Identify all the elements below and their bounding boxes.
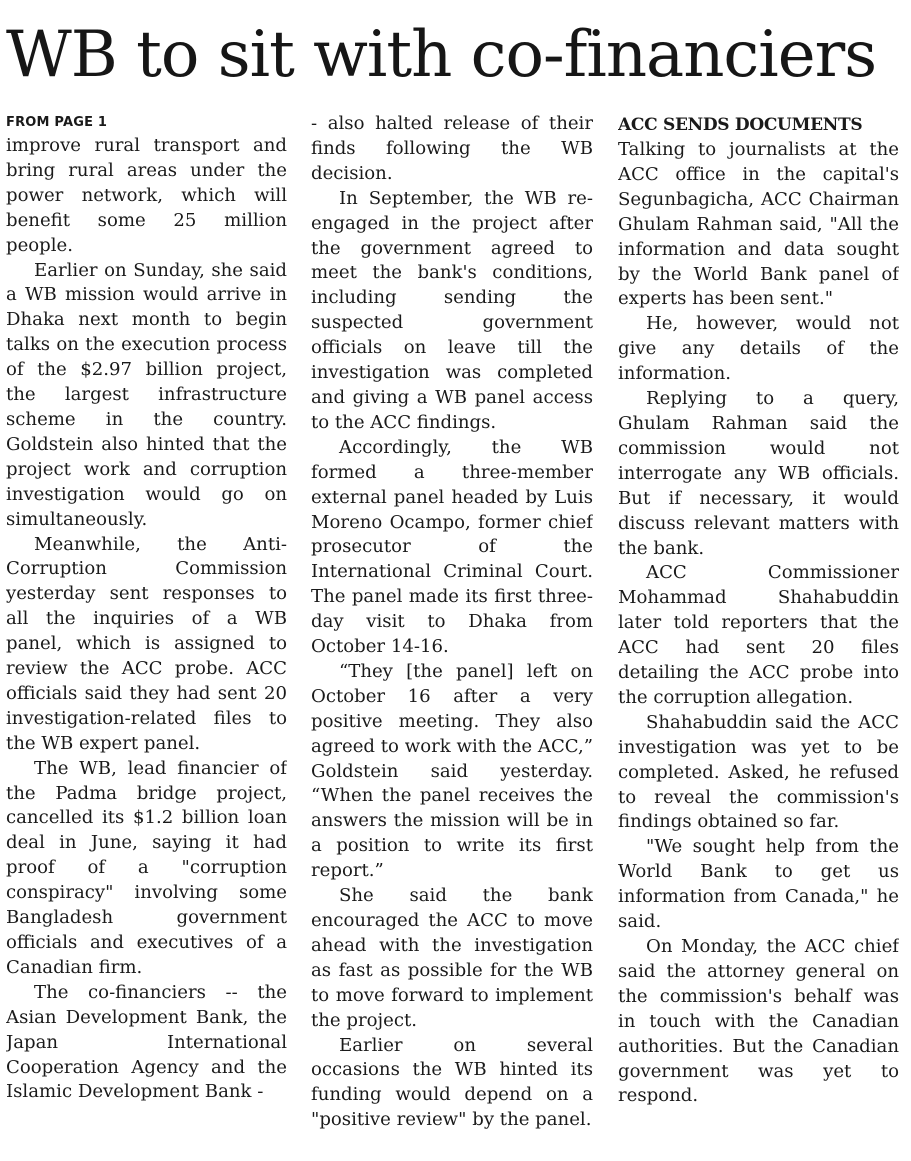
from-page-kicker: FROM PAGE 1: [6, 115, 108, 130]
article-paragraph: She said the bank encouraged the ACC to move ahead with the investigation as fast as possible for the WB to move forward to implement the project.: [311, 885, 593, 1031]
article-column-2: [311, 112, 593, 1161]
article-paragraph: "We sought help from the World Bank to get us information from Canada," he said.: [618, 836, 899, 933]
article-column-3: [618, 112, 899, 1161]
article-paragraph: ACC Commissioner Mohammad Shahabuddin later told reporters that the ACC had sent 20 files detailing the ACC probe into the corruption allegation.: [618, 562, 899, 708]
article-paragraph: The co-financiers -- the Asian Development Bank, the Japan International Cooperation Agency and the Islamic Development Bank -: [6, 981, 287, 1103]
article-paragraph: Shahabuddin said the ACC investigation was yet to be completed. Asked, he refused to reveal the commission's findings obtained so far.: [618, 711, 899, 833]
article-paragraph: He, however, would not give any details of the information.: [618, 313, 899, 385]
article-paragraph: The WB, lead financier of the Padma bridge project, cancelled its $1.2 billion loan deal in June, saying it had proof of a "corruption conspiracy" involving some Bangladesh government officials and executives of a Canadian firm.: [6, 757, 287, 978]
article-paragraph: On Monday, the ACC chief said the attorney general on the commission's behalf was in touch with the Canadian authorities. But the Canadian government was yet to respond.: [618, 936, 899, 1107]
article-paragraph: Replying to a query, Ghulam Rahman said the commission would not interrogate any WB officials. But if necessary, it would discuss relevant matters with the bank.: [618, 388, 899, 559]
article-column-1: [6, 112, 287, 1161]
article-paragraph: In September, the WB re-engaged in the project after the government agreed to meet the bank's conditions, including sending the suspected government officials on leave till the investigation was completed and giving a WB panel access to the ACC findings.: [311, 187, 593, 433]
article-paragraph: “They [the panel] left on October 16 after a very positive meeting. They also agreed to work with the ACC,” Goldstein said yesterday. “When the panel receives the answers the mission will be in a position to write its first report.”: [311, 660, 593, 882]
article-paragraph: Meanwhile, the Anti-Corruption Commission yesterday sent responses to all the inquiries of a WB panel, which is assigned to review the ACC probe. ACC officials said they had sent 20 investigation-related files to the WB expert panel.: [6, 533, 287, 754]
section-subhead: ACC SENDS DOCUMENTS: [618, 115, 863, 135]
article-paragraph: - also halted release of their finds following the WB decision.: [311, 113, 593, 184]
article-paragraph: Accordingly, the WB formed a three-member external panel headed by Luis Moreno Ocampo, former chief prosecutor of the International Criminal Court. The panel made its first three-day visit to Dhaka from October 14-16.: [311, 436, 593, 658]
article-paragraph: Earlier on several occasions the WB hinted its funding would depend on a "positive review" by the panel.: [311, 1034, 593, 1131]
article-paragraph: Talking to journalists at the ACC office in the capital's Segunbagicha, ACC Chairman Ghulam Rahman said, "All the information and data sought by the World Bank panel of experts has been sent.": [618, 139, 899, 310]
article-paragraph: Earlier on Sunday, she said a WB mission would arrive in Dhaka next month to begin talks on the execution process of the $2.97 billion project, the largest infrastructure scheme in the country. Goldstein also hinted that the project work and corruption investigation would go on simultaneously.: [6, 259, 287, 530]
article-paragraph: improve rural transport and bring rural areas under the power network, which will benefit some 25 million people.: [6, 135, 287, 256]
headline: WB to sit with co-financiers: [6, 18, 877, 92]
